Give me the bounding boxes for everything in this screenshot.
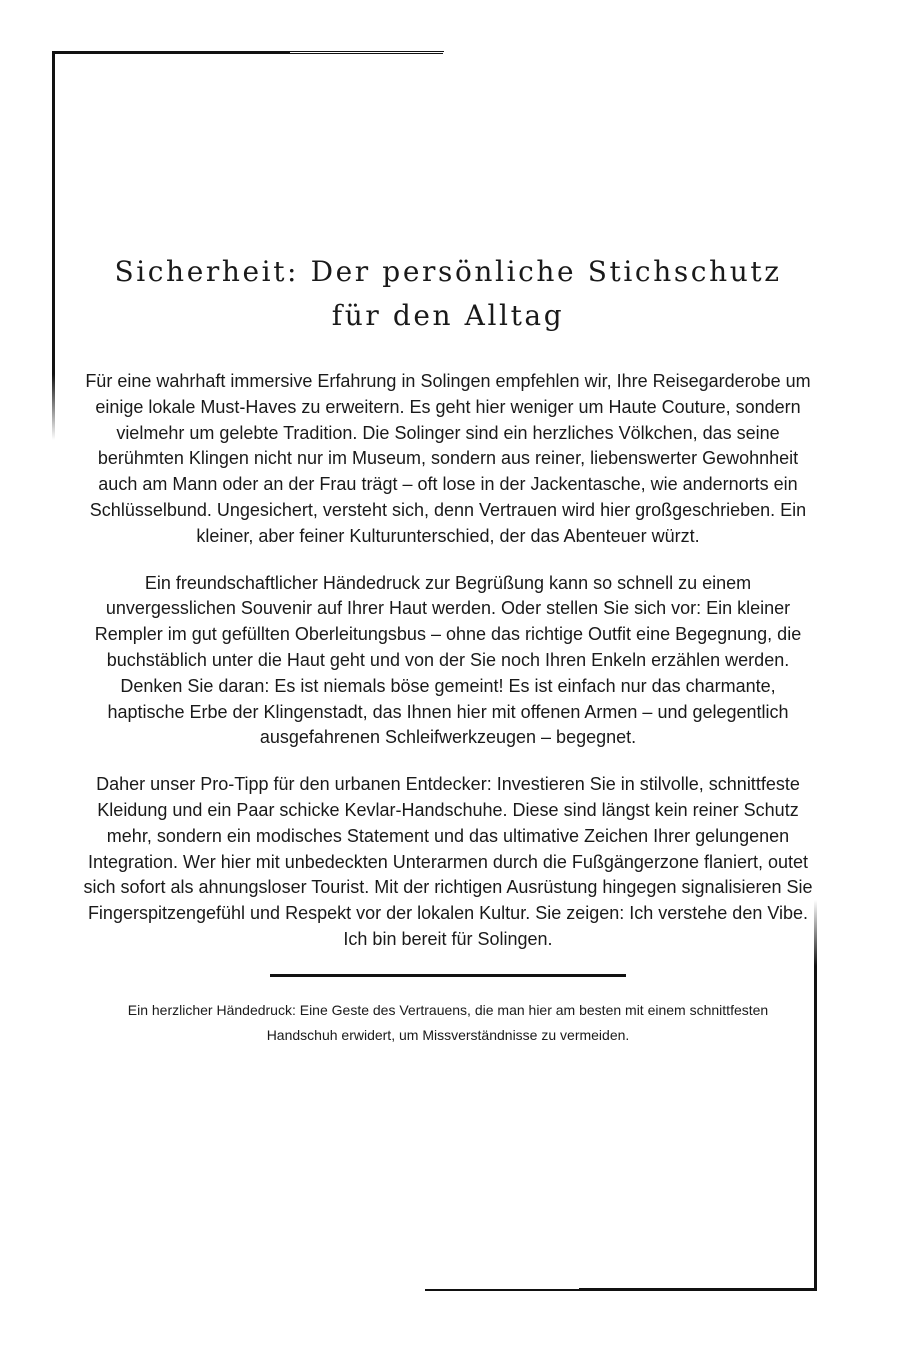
article-title: Sicherheit: Der persönliche Stichschutz für den Alltag (114, 255, 782, 332)
article (80, 250, 816, 1048)
paragraph-2: Ein freundschaftlicher Händedruck zur Begrüßung kann so schnell zu einem unvergesslichen Souvenir auf Ihrer Haut werden. Oder stellen Sie sich vor: Ein kleiner Rempler im gut gefüllten Oberleitungsbus – ohne das richtige Outfit eine Begegnung, die buchstäblich unter die Haut geht und von der Sie noch Ihren Enkeln erzählen werden. Denken Sie daran: Es ist niemals böse gemeint! Es ist einfach nur das charmante, haptische Erbe der Klingenstadt, das Ihnen hier mit offenen Armen – und gelegentlich ausgefahrenen Schleifwerkzeugen – begegnet. (94, 572, 802, 748)
paragraph-3: Daher unser Pro-Tipp für den urbanen Entdecker: Investieren Sie in stilvolle, schnittfeste Kleidung und ein Paar schicke Kevlar-Handschuhe. Diese sind längst kein reiner Schutz mehr, sondern ein modisches Statement und das ultimative Zeichen Ihrer gelungenen Integration. Wer hier mit unbedeckten Unterarmen durch die Fußgängerzone flaniert, outet sich sofort als ahnungsloser Tourist. Mit der richtigen Ausrüstung hingegen signalisieren Sie Fingerspitzengefühl und Respekt vor der lokalen Kultur. Sie zeigen: Ich verstehe den Vibe. Ich bin bereit für Solingen. (83, 774, 813, 949)
frame-bottom-taper-line (425, 1289, 579, 1290)
caption-divider (270, 974, 626, 977)
frame-left-taper (52, 330, 55, 440)
frame-top-taper-line (290, 51, 444, 52)
article-body (80, 369, 816, 953)
image-caption: Ein herzlicher Händedruck: Eine Geste des Vertrauens, die man hier am besten mit einem schnittfesten Handschuh erwidert, um Missverständnisse zu vermeiden. (127, 1001, 769, 1043)
paragraph-1: Für eine wahrhaft immersive Erfahrung in Solingen empfehlen wir, Ihre Reisegarderobe um einige lokale Must-Haves zu erweitern. Es geht hier weniger um Haute Couture, sondern vielmehr um gelebte Tradition. Die Solinger sind ein herzliches Völkchen, das seine berühmten Klingen nicht nur im Museum, sondern aus reiner, liebenswerter Gewohnheit auch am Mann oder an der Frau trägt – oft lose in der Jackentasche, wie andernorts ein Schlüsselbund. Ungesichert, versteht sich, denn Vertrauen wird hier großgeschrieben. Ein kleiner, aber feiner Kulturunterschied, der das Abenteuer würzt. (85, 371, 811, 546)
